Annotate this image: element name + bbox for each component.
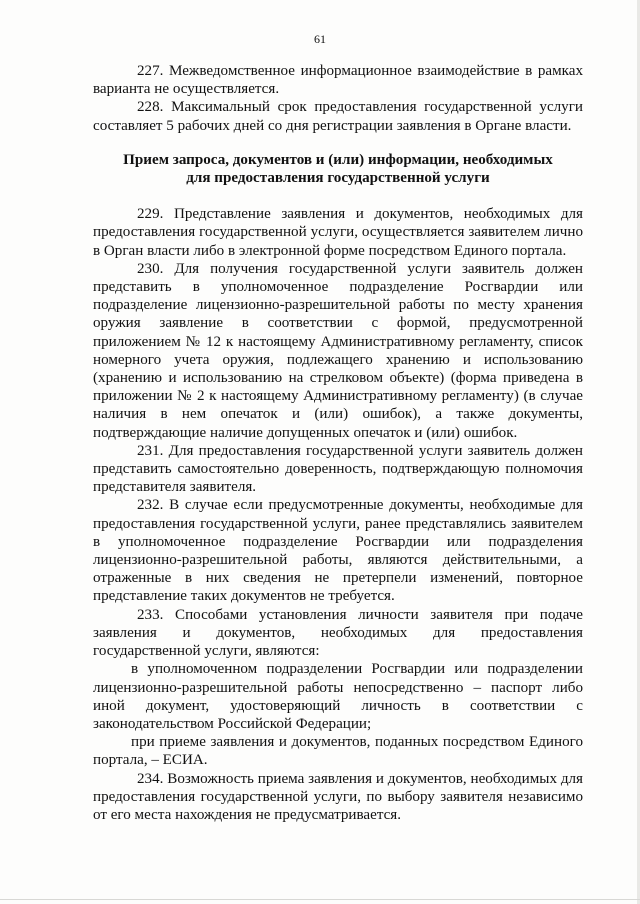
page-bottom-edge [0,899,640,900]
paragraph-231: 231. Для предоставления государственной услуги заявитель должен представить самостоятельно доверенность, подтверждающую полномочия представителя заявителя. [93,442,583,496]
paragraph-228: 228. Максимальный срок предоставления государственной услуги составляет 5 рабочих дней со дня регистрации заявления в Органе власти. [93,99,583,134]
section-heading [93,151,583,187]
section-heading-line-2: для предоставления государственной услуги [186,170,490,187]
paragraph-233: 233. Способами установления личности заявителя при подаче заявления и документов, необходимых для предоставления государственной услуги, являются: [93,606,583,660]
page-number: 61 [314,32,326,46]
paragraph-234: 234. Возможность приема заявления и документов, необходимых для предоставления государственной услуги, по выбору заявителя независимо от его места нахождения не предусматривается. [93,770,583,823]
paragraph-233-item-1: в уполномоченном подразделении Росгвардии или подразделении лицензионно-разрешительной работы непосредственно – паспорт либо иной документ, удостоверяющий личность в соответствии с законодательством Российской Федерации; [93,661,583,732]
paragraph-233-item-2: при приеме заявления и документов, поданных посредством Единого портала, – ЕСИА. [93,734,583,769]
paragraph-229: 229. Представление заявления и документов, необходимых для предоставления государственной услуги, осуществляется заявителем лично в Орган власти либо в электронной форме посредством Единого портала. [93,206,583,259]
paragraph-232: 232. В случае если предусмотренные документы, необходимые для предоставления государственной услуги, ранее представлялись заявителем в уполномоченное подразделение Росгвардии или подразделения лицензионно-разрешительной работы, являются действительными, а отраженные в них сведения не претерпели изменений, повторное представление таких документов не требуется. [93,497,583,605]
section-heading-line-1: Прием запроса, документов и (или) информации, необходимых [123,151,553,168]
paragraph-227: 227. Межведомственное информационное взаимодействие в рамках варианта не осуществляется. [93,63,583,98]
document-body [93,62,583,824]
paragraph-230: 230. Для получения государственной услуги заявитель должен представить в уполномоченное подразделение Росгвардии или подразделение лицензионно-разрешительной работы по месту хранения оружия заявление в соответствии с формой, предусмотренной приложением № 12 к настоящему Административному регламенту, список номерного учета оружия, подлежащего хранению и использованию (хранению и использованию на стрелковом объекте) (форма приведена в приложении № 2 к настоящему Административному регламенту) (в случае наличия в нем опечаток и (или) ошибок), а также документы, подтверждающие наличие допущенных опечаток и (или) ошибок. [93,260,583,441]
